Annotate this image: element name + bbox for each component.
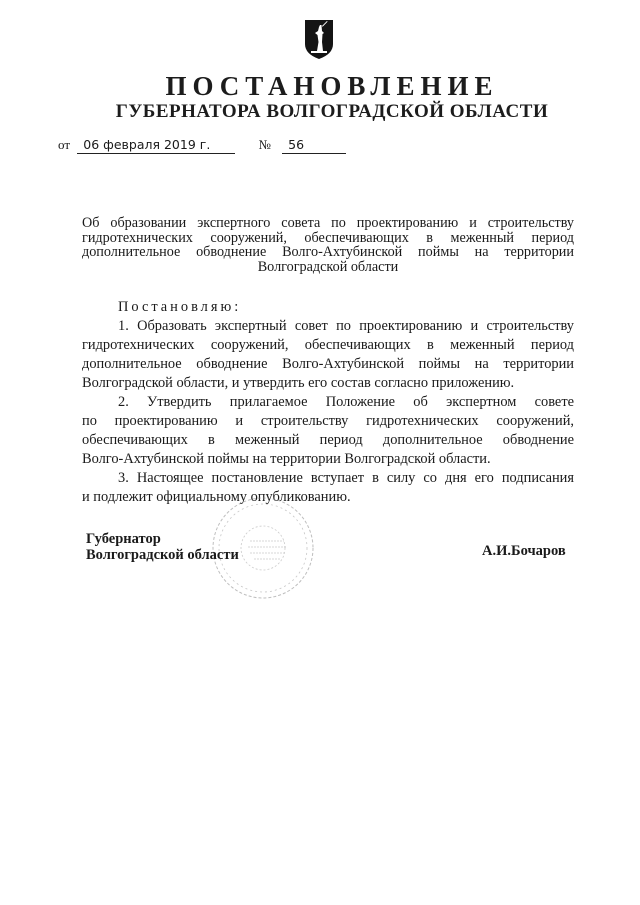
document-subject bbox=[82, 216, 574, 274]
subject-line: гидротехнических сооружений, обеспечивающих в меженный период bbox=[82, 229, 574, 246]
signatory-title bbox=[86, 531, 239, 563]
body-line: обеспечивающих в меженный период дополнительное обводнение bbox=[82, 432, 574, 448]
body-line: 3. Настоящее постановление вступает в силу со дня его подписания bbox=[118, 470, 574, 486]
document-number: 56 bbox=[282, 137, 346, 154]
document-date: 06 февраля 2019 г. bbox=[77, 137, 235, 154]
signatory-title-line: Волгоградской области bbox=[86, 547, 239, 563]
date-prefix-label: от bbox=[58, 137, 71, 152]
number-label: № bbox=[258, 137, 271, 152]
body-line: 1. Образовать экспертный совет по проектированию и строительству bbox=[118, 318, 574, 334]
body-line: Волгоградской области, и утвердить его состав согласно приложению. bbox=[82, 375, 515, 391]
body-line: 2. Утвердить прилагаемое Положение об экспертном совете bbox=[118, 394, 574, 410]
document-title: ПОСТАНОВЛЕНИЕ bbox=[165, 71, 499, 101]
subject-line: Об образовании экспертного совета по проектированию и строительству bbox=[82, 215, 574, 231]
document-body bbox=[82, 298, 574, 507]
body-line: по проектированию и строительству гидротехнических сооружений, bbox=[82, 413, 574, 429]
date-number-line bbox=[58, 137, 346, 154]
coat-of-arms-icon bbox=[303, 18, 335, 60]
signatory-title-line: Губернатор bbox=[86, 531, 161, 547]
body-line: Волго-Ахтубинской поймы на территории Волгоградской области. bbox=[82, 451, 491, 467]
body-line: гидротехнических сооружений, обеспечивающих в меженный период bbox=[82, 337, 574, 353]
subject-line: дополнительное обводнение Волго-Ахтубинской поймы на территории bbox=[82, 244, 574, 260]
body-line: дополнительное обводнение Волго-Ахтубинской поймы на территории bbox=[82, 356, 574, 372]
subject-line: Волгоградской области bbox=[257, 258, 399, 275]
body-line: и подлежит официальному опубликованию. bbox=[82, 489, 351, 505]
decree-word: Постановляю: bbox=[118, 299, 242, 315]
signatory-name: А.И.Бочаров bbox=[482, 543, 566, 559]
document-subtitle: ГУБЕРНАТОРА ВОЛГОГРАДСКОЙ ОБЛАСТИ bbox=[115, 101, 549, 122]
